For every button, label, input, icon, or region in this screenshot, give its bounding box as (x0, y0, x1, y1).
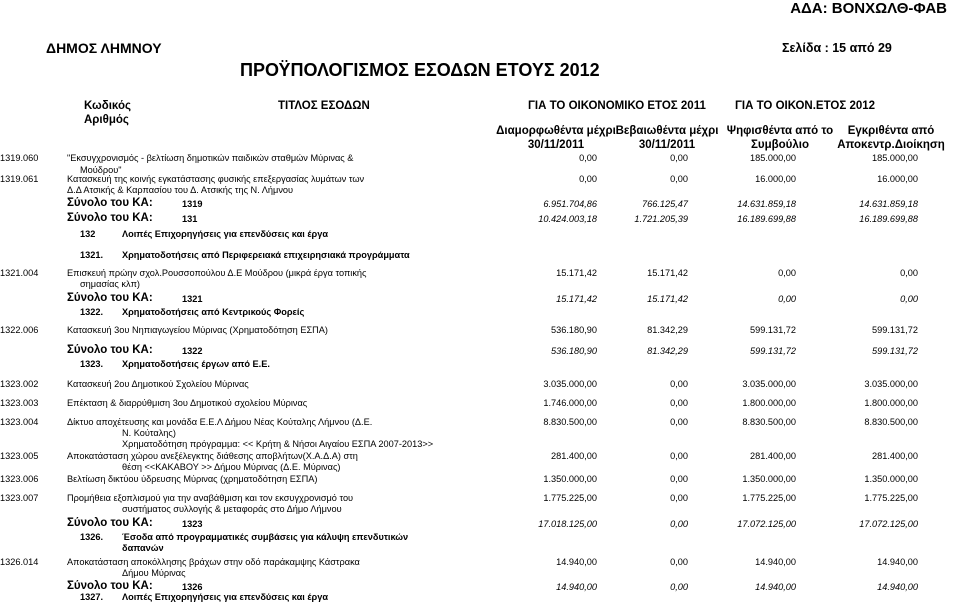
row-code: 1322.006 (0, 325, 39, 335)
header-certified: Βεβαιωθέντα μέχρι 30/11/2011 (615, 125, 719, 151)
row-desc: Αποκατάσταση αποκόλλησης βράχων στην οδό παράκαμψης Κάστρακα (67, 557, 360, 567)
municipality: ΔΗΜΟΣ ΛΗΜΝΟΥ (46, 40, 162, 56)
cell-approved: 281.400,00 (872, 451, 918, 461)
cell-formed: 1.746.000,00 (543, 398, 597, 408)
section-code: 1322. (80, 307, 103, 317)
row-desc: Ν. Κούταλης) (122, 428, 176, 438)
header-code: Κωδικός (84, 100, 131, 112)
total-voted: 16.189.699,88 (737, 214, 796, 224)
row-code: 1323.003 (0, 398, 39, 408)
header-fy2011: ΓΙΑ ΤΟ ΟΙΚΟΝΟΜΙΚΟ ΕΤΟΣ 2011 (528, 100, 706, 112)
cell-certified: 0,00 (670, 398, 688, 408)
total-approved: 17.072.125,00 (859, 519, 918, 529)
row-desc: Δίκτυο αποχέτευσης και μονάδα Ε.Ε.Λ Δήμου Νέας Κούταλης Λήμνου (Δ.Ε. (67, 417, 373, 427)
cell-formed: 281.400,00 (551, 451, 597, 461)
cell-approved: 1.775.225,00 (864, 493, 918, 503)
cell-certified: 15.171,42 (647, 268, 688, 278)
cell-formed: 0,00 (579, 174, 597, 184)
total-formed: 17.018.125,00 (538, 519, 597, 529)
total-label: Σύνολο του ΚΑ: (67, 580, 153, 592)
cell-approved: 8.830.500,00 (864, 417, 918, 427)
section-title: δαπανών (122, 543, 164, 553)
cell-formed: 14.940,00 (556, 557, 597, 567)
total-formed: 536.180,90 (551, 346, 597, 356)
cell-certified: 0,00 (670, 417, 688, 427)
header-voted: Ψηφισθέντα από το Συμβούλιο (726, 125, 834, 151)
total-label: Σύνολο του ΚΑ: (67, 197, 153, 209)
cell-formed: 1.775.225,00 (543, 493, 597, 503)
row-code: 1319.060 (0, 153, 39, 163)
total-formed: 14.940,00 (556, 582, 597, 592)
section-title: Χρηματοδοτήσεις από Κεντρικούς Φορείς (122, 307, 305, 317)
cell-formed: 1.350.000,00 (543, 474, 597, 484)
row-desc: Βελτίωση δικτύου ύδρευσης Μύρινας (χρηματοδότηση ΕΣΠΑ) (67, 474, 318, 484)
header-revenue-title: ΤΙΤΛΟΣ ΕΣΟΔΩΝ (278, 100, 370, 112)
row-code: 1323.006 (0, 474, 39, 484)
row-desc: Επισκευή πρώην σχολ.Ρουσσοπούλου Δ.Ε Μούδρου (μικρά έργα τοπικής (67, 268, 367, 278)
row-code: 1323.005 (0, 451, 39, 461)
total-certified: 0,00 (670, 582, 688, 592)
cell-certified: 0,00 (670, 493, 688, 503)
cell-approved: 0,00 (900, 268, 918, 278)
row-desc: Επέκταση & διαρρύθμιση 3ου Δημοτικού σχολείου Μύρινας (67, 398, 308, 408)
total-label: Σύνολο του ΚΑ: (67, 344, 153, 356)
total-code: 1319 (182, 199, 203, 209)
total-approved: 14.631.859,18 (859, 199, 918, 209)
total-label: Σύνολο του ΚΑ: (67, 517, 153, 529)
cell-voted: 281.400,00 (750, 451, 796, 461)
cell-formed: 8.830.500,00 (543, 417, 597, 427)
row-code: 1323.004 (0, 417, 39, 427)
section-code: 1327. (80, 592, 103, 602)
cell-certified: 0,00 (670, 379, 688, 389)
row-code: 1326.014 (0, 557, 39, 567)
row-desc: Κατασκευή 2ου Δημοτικού Σχολείου Μύρινας (67, 379, 249, 389)
total-code: 131 (182, 214, 198, 224)
cell-formed: 536.180,90 (551, 325, 597, 335)
row-desc: Μούδρου" (80, 165, 122, 175)
cell-certified: 0,00 (670, 153, 688, 163)
cell-approved: 185.000,00 (872, 153, 918, 163)
total-certified: 0,00 (670, 519, 688, 529)
row-code: 1323.007 (0, 493, 39, 503)
total-voted: 0,00 (778, 294, 796, 304)
total-label: Σύνολο του ΚΑ: (67, 292, 153, 304)
page-title: ΠΡΟΫΠΟΛΟΓΙΣΜΟΣ ΕΣΟΔΩΝ ΕΤΟΥΣ 2012 (240, 60, 600, 80)
row-desc: Δήμου Μύρινας (122, 568, 186, 578)
cell-voted: 8.830.500,00 (742, 417, 796, 427)
row-desc: σημασίας κλπ) (80, 279, 140, 289)
section-title: Έσοδα από προγραμματικές συμβάσεις για κάλυψη επενδυτικών (122, 532, 409, 542)
cell-approved: 1.350.000,00 (864, 474, 918, 484)
cell-approved: 599.131,72 (872, 325, 918, 335)
row-desc: Αποκατάσταση χώρου ανεξέλεγκτης διάθεσης αποβλήτων(Χ.Α.Δ.Α) στη (67, 451, 358, 461)
section-title: Χρηματοδοτήσεις έργων από Ε.Ε. (122, 359, 270, 369)
cell-approved: 14.940,00 (877, 557, 918, 567)
section-title: Χρηματοδοτήσεις από Περιφερειακά επιχειρησιακά προγράμματα (122, 250, 410, 260)
page-number: Σελίδα : 15 από 29 (782, 41, 892, 55)
row-desc: Κατασκευή 3ου Νηπιαγωγείου Μύρινας (Χρηματοδότηση ΕΣΠΑ) (67, 325, 328, 335)
row-desc: θέση <<ΚΑΚΑΒΟΥ >> Δήμου Μύρινας (Δ.Ε. Μύρινας) (122, 462, 341, 472)
cell-approved: 16.000,00 (877, 174, 918, 184)
total-formed: 10.424.003,18 (538, 214, 597, 224)
cell-voted: 0,00 (778, 268, 796, 278)
total-approved: 14.940,00 (877, 582, 918, 592)
cell-certified: 0,00 (670, 174, 688, 184)
header-approved: Εγκριθέντα από Αποκεντρ.Διοίκηση (837, 125, 945, 151)
cell-certified: 81.342,29 (647, 325, 688, 335)
total-formed: 15.171,42 (556, 294, 597, 304)
row-code: 1321.004 (0, 268, 39, 278)
total-code: 1326 (182, 582, 203, 592)
row-desc: Κατασκευή της κοινής εγκατάστασης φυσικής επεξεργασίας λυμάτων των (67, 174, 365, 184)
cell-formed: 15.171,42 (556, 268, 597, 278)
cell-voted: 16.000,00 (755, 174, 796, 184)
section-title: Λοιπές Επιχορηγήσεις για επενδύσεις και έργα (122, 592, 328, 602)
header-number: Αριθμός (84, 114, 129, 126)
section-code: 1321. (80, 250, 103, 260)
cell-voted: 599.131,72 (750, 325, 796, 335)
total-voted: 14.940,00 (755, 582, 796, 592)
section-code: 132 (80, 229, 96, 239)
total-certified: 81.342,29 (647, 346, 688, 356)
total-approved: 16.189.699,88 (859, 214, 918, 224)
section-title: Λοιπές Επιχορηγήσεις για επενδύσεις και έργα (122, 229, 328, 239)
total-certified: 15.171,42 (647, 294, 688, 304)
total-label: Σύνολο του ΚΑ: (67, 212, 153, 224)
total-code: 1323 (182, 519, 203, 529)
total-approved: 0,00 (900, 294, 918, 304)
row-desc: Δ.Δ Ατσικής & Καρπασίου του Δ. Ατσικής της Ν. Λήμνου (67, 185, 294, 195)
row-desc: Χρηματοδότηση πρόγραμμα: << Κρήτη & Νήσοι Αιγαίου ΕΣΠΑ 2007-2013>> (122, 439, 434, 449)
cell-certified: 0,00 (670, 474, 688, 484)
cell-voted: 1.800.000,00 (742, 398, 796, 408)
cell-certified: 0,00 (670, 451, 688, 461)
total-certified: 1.721.205,39 (634, 214, 688, 224)
cell-voted: 14.940,00 (755, 557, 796, 567)
cell-voted: 185.000,00 (750, 153, 796, 163)
total-code: 1321 (182, 294, 203, 304)
total-approved: 599.131,72 (872, 346, 918, 356)
cell-voted: 1.775.225,00 (742, 493, 796, 503)
row-desc: "Εκσυγχρονισμός - βελτίωση δημοτικών παιδικών σταθμών Μύρινας & (67, 153, 354, 163)
cell-voted: 1.350.000,00 (742, 474, 796, 484)
cell-formed: 3.035.000,00 (543, 379, 597, 389)
row-desc: συστήματος συλλογής & μεταφοράς στο Δήμο Λήμνου (122, 504, 342, 514)
row-code: 1319.061 (0, 174, 39, 184)
section-code: 1323. (80, 359, 103, 369)
row-code: 1323.002 (0, 379, 39, 389)
total-voted: 17.072.125,00 (737, 519, 796, 529)
section-code: 1326. (80, 532, 103, 542)
total-certified: 766.125,47 (642, 199, 688, 209)
ada-code: ΑΔΑ: ΒΟΝΧΩΛΘ-ΦΑΒ (790, 0, 947, 17)
header-formed: Διαμορφωθέντα μέχρι 30/11/2011 (496, 125, 616, 151)
header-fy2012: ΓΙΑ ΤΟ ΟΙΚΟΝ.ΕΤΟΣ 2012 (735, 100, 876, 112)
total-formed: 6.951.704,86 (543, 199, 597, 209)
cell-certified: 0,00 (670, 557, 688, 567)
cell-approved: 1.800.000,00 (864, 398, 918, 408)
cell-approved: 3.035.000,00 (864, 379, 918, 389)
row-desc: Προμήθεια εξοπλισμού για την αναβάθμιση και τον εκσυγχρονισμό του (67, 493, 354, 503)
total-voted: 14.631.859,18 (737, 199, 796, 209)
total-voted: 599.131,72 (750, 346, 796, 356)
cell-formed: 0,00 (579, 153, 597, 163)
total-code: 1322 (182, 346, 203, 356)
cell-voted: 3.035.000,00 (742, 379, 796, 389)
